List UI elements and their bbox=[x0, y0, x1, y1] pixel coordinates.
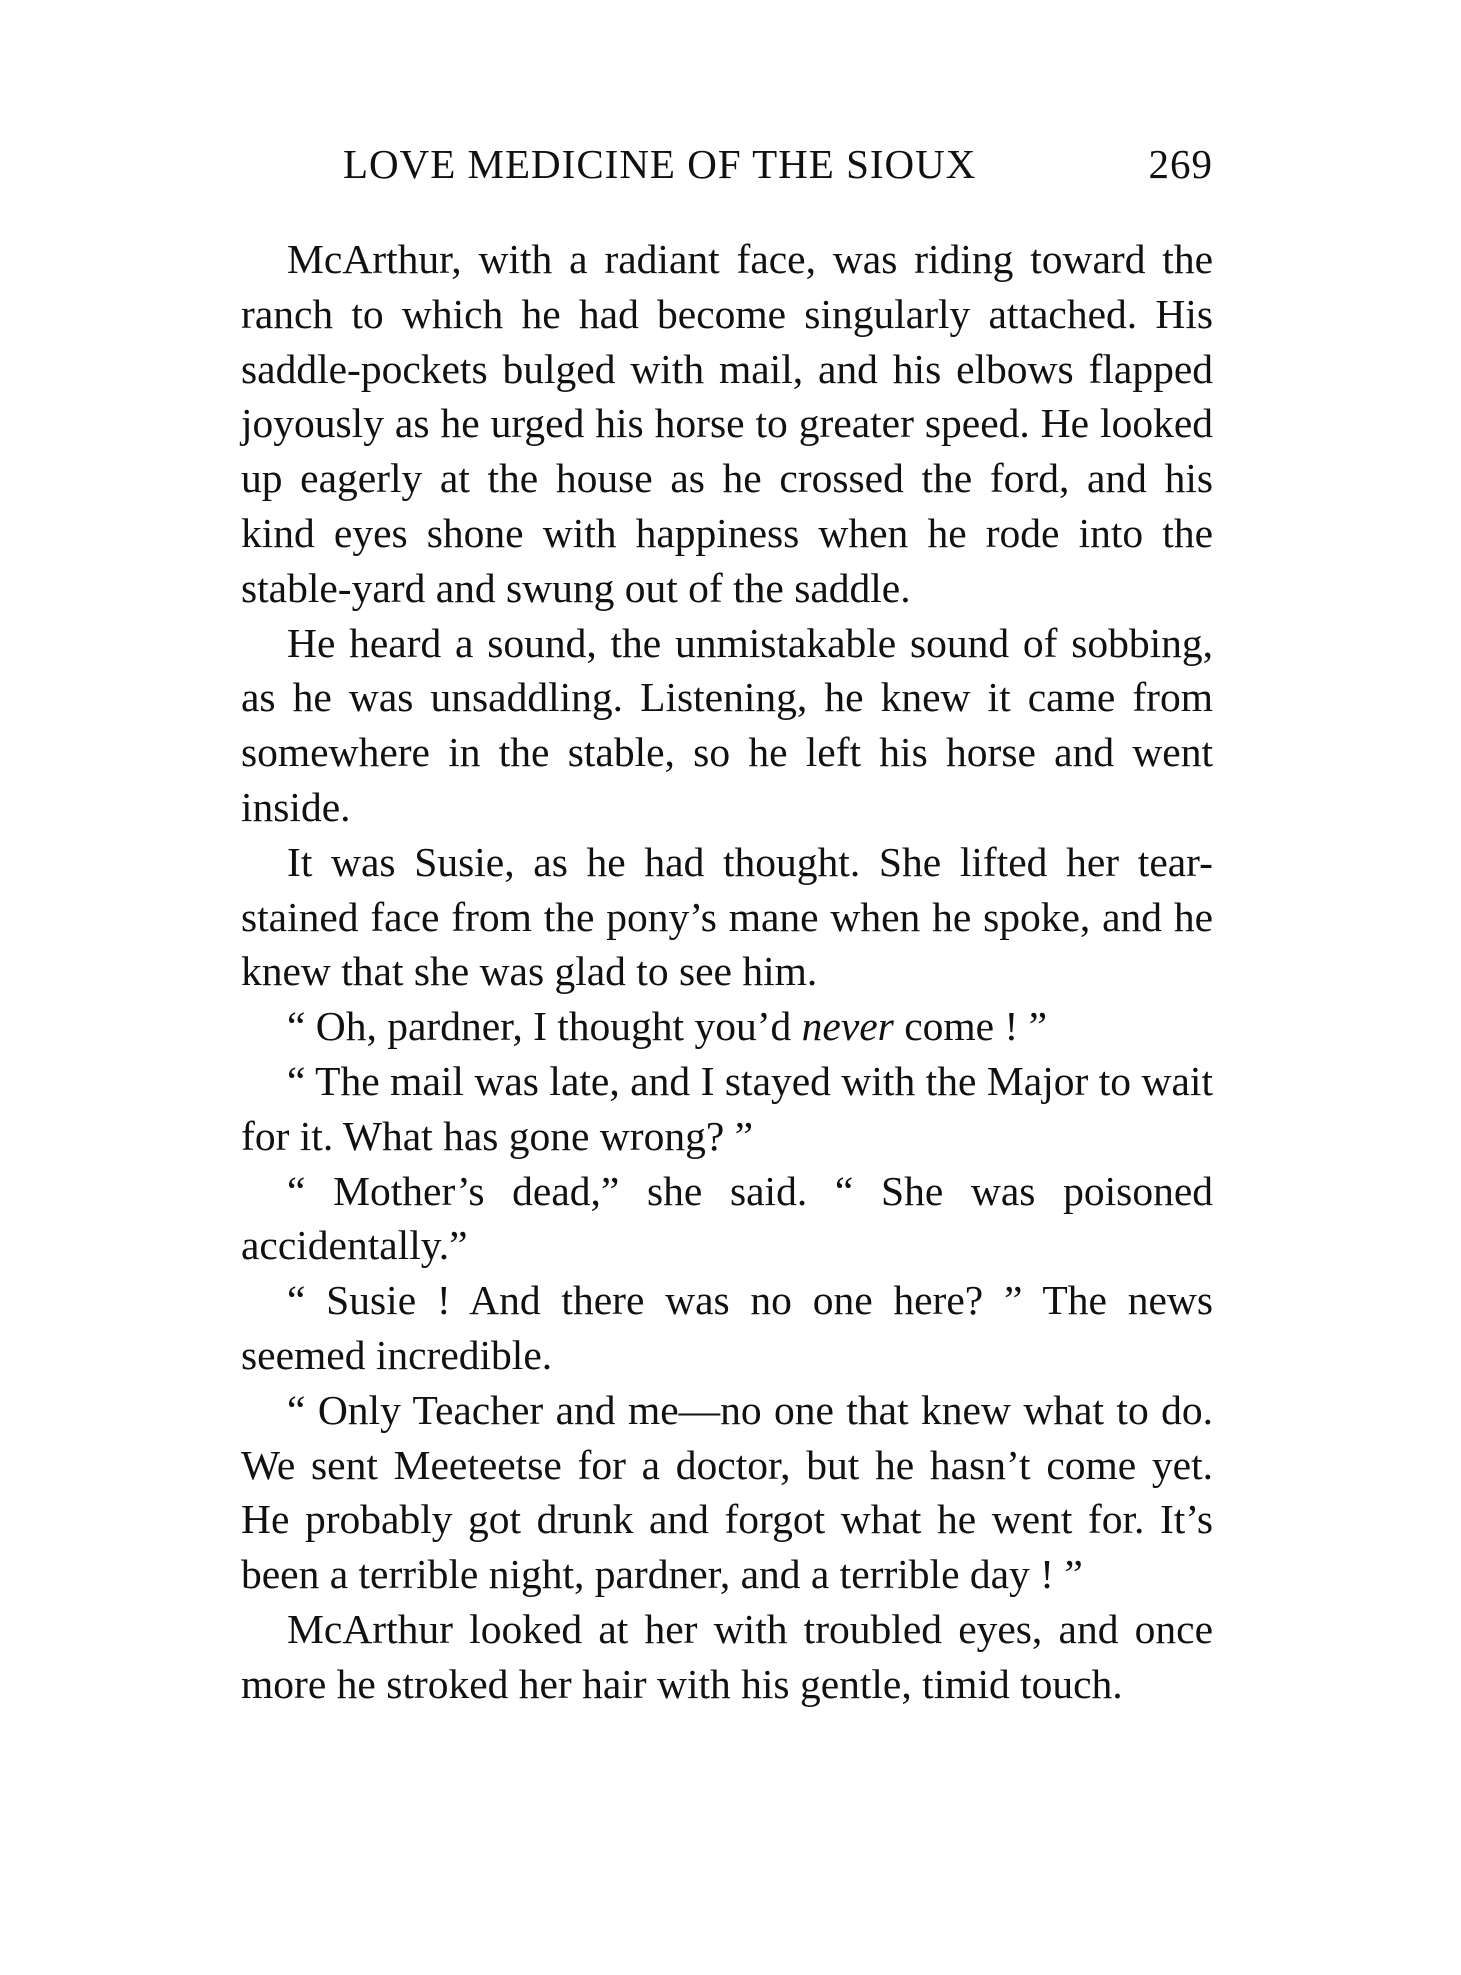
dialogue-paragraph bbox=[241, 999, 1213, 1054]
paragraph: It was Susie, as he had thought. She lifted her tear-stained face from the pony’s mane when he spoke, and he knew that she was glad to see him. bbox=[241, 838, 1213, 995]
dialogue-text: “ Oh, pardner, I thought you’d bbox=[287, 1003, 802, 1050]
paragraph: He heard a sound, the unmistakable sound of sobbing, as he was unsaddling. Listening, he knew it came from somewhere in the stable, so he left his horse and went inside. bbox=[241, 619, 1213, 830]
paragraph: “ Only Teacher and me—no one that knew what to do. We sent Meeteetse for a doctor, but he hasn’t come yet. He probably got drunk and forgot what he went for. It’s been a terrible night, pardner, and a terrible day ! ” bbox=[241, 1386, 1213, 1598]
page-number: 269 bbox=[1148, 141, 1213, 187]
running-head bbox=[343, 140, 1213, 200]
paragraph: “ Susie ! And there was no one here? ” The news seemed incredible. bbox=[241, 1277, 1213, 1378]
chapter-title: LOVE MEDICINE OF THE SIOUX bbox=[343, 141, 977, 187]
dialogue-text: come ! ” bbox=[893, 1003, 1048, 1050]
paragraph: “ The mail was late, and I stayed with the Major to wait for it. What has gone wrong? ” bbox=[241, 1057, 1213, 1159]
paragraph: “ Mother’s dead,” she said. “ She was poisoned accidentally.” bbox=[241, 1167, 1213, 1269]
paragraph: McArthur looked at her with troubled eyes, and once more he stroked her hair with his gentle, timid touch. bbox=[241, 1605, 1213, 1707]
paragraph: McArthur, with a radiant face, was riding toward the ranch to which he had become singularly attached. His saddle-pockets bulged with mail, and his elbows flapped joyously as he urged his horse to greater speed. He looked up eagerly at the house as he crossed the ford, and his kind eyes shone with happiness when he rode into the stable-yard and swung out of the saddle. bbox=[241, 236, 1213, 611]
emphasized-word: never bbox=[801, 1003, 894, 1050]
body-text bbox=[241, 232, 1213, 1712]
